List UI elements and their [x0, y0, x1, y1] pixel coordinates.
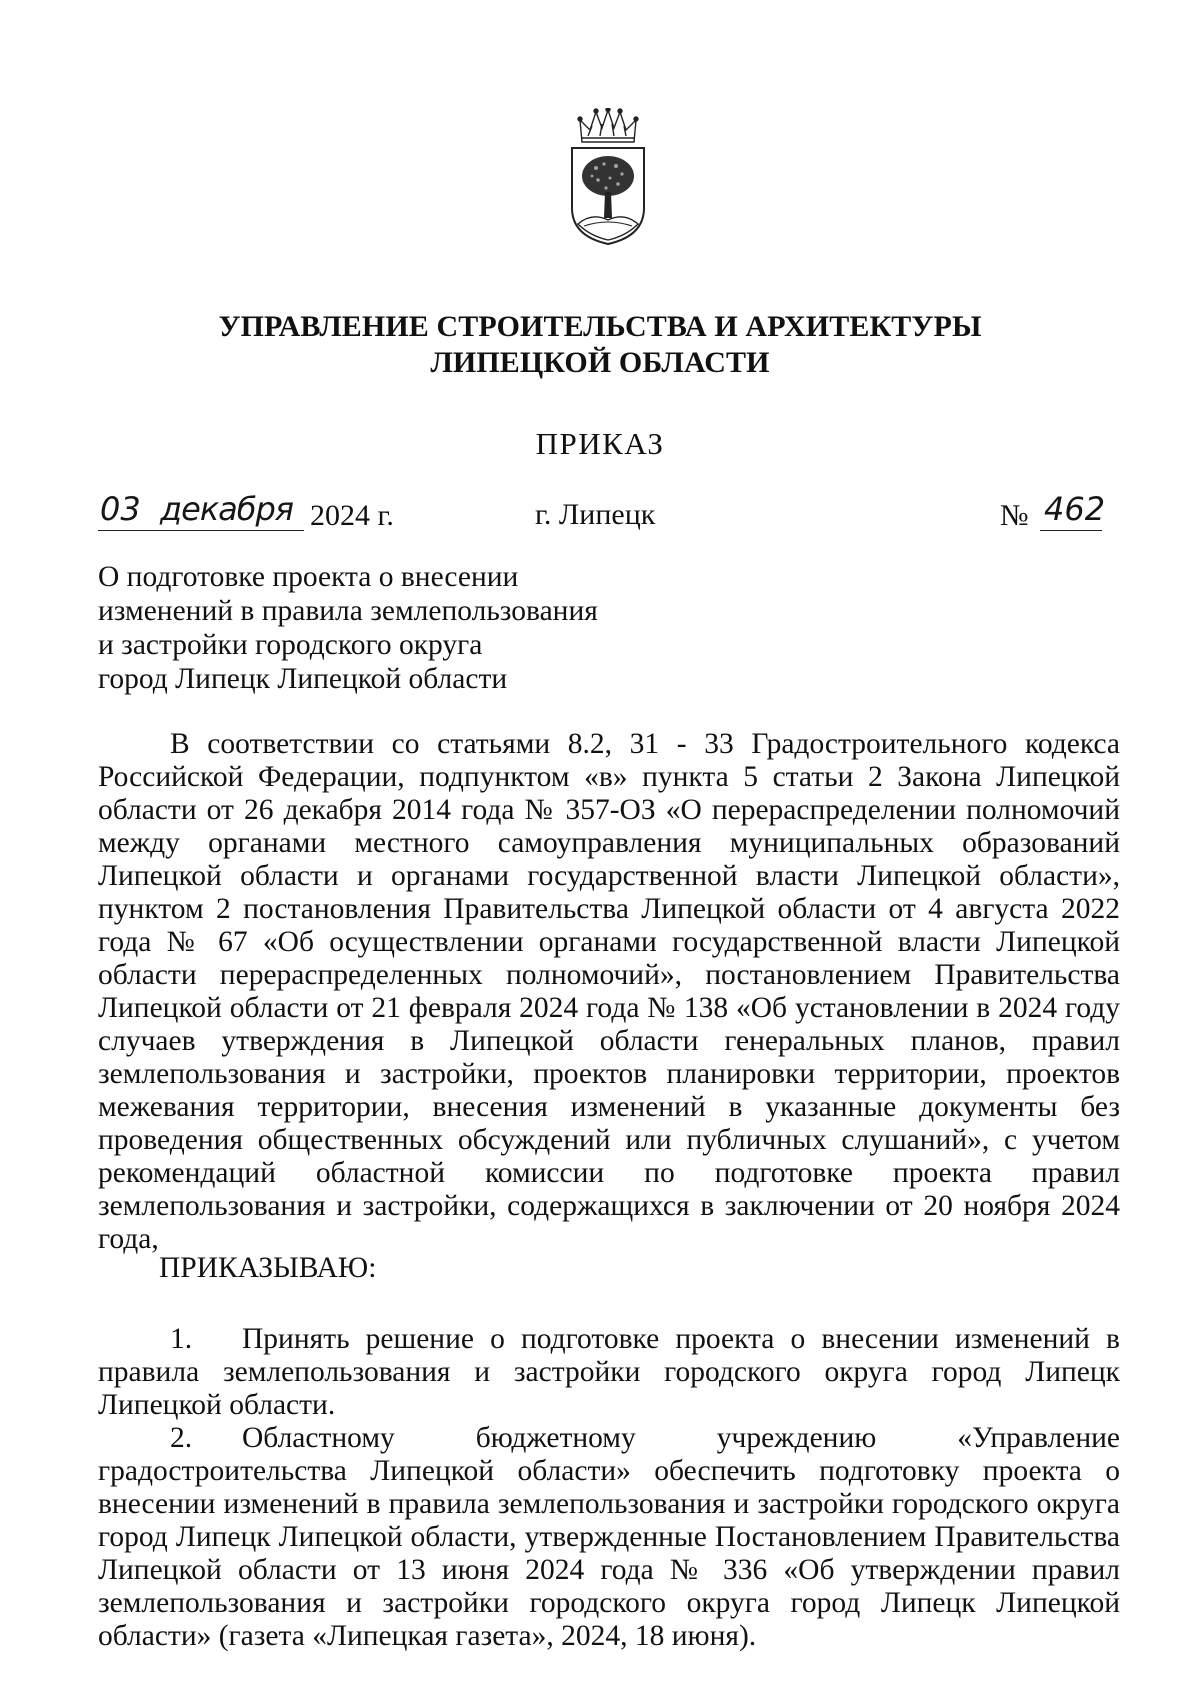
item-number: 2. — [170, 1422, 193, 1454]
date-year: 2024 г. — [310, 499, 394, 532]
document-subject — [98, 560, 658, 696]
coat-of-arms-icon — [568, 108, 648, 246]
document-date — [98, 490, 428, 534]
document-number — [1000, 490, 1120, 534]
date-day: 03 — [100, 490, 141, 528]
date-month: декабря — [160, 490, 294, 528]
organization-name — [0, 309, 1200, 381]
order-word: ПРИКАЗЫВАЮ: — [159, 1252, 377, 1284]
subject-line: О подготовке проекта о внесении — [98, 561, 519, 593]
preamble-paragraph: В соответствии со статьями 8.2, 31 - 33 Градостроительного кодекса Российской Федерации, подпунктом «в» пункта 5 статьи 2 Закона Липецкой области от 26 декабря 2014 года № 357-ОЗ «О перераспределении полномочий между органами местного самоуправления муниципальных образований Липецкой области и органами государственной власти Липецкой области», пунктом 2 постановления Правительства Липецкой области от 4 августа 2022 года № 67 «Об осуществлении органами государственной власти Липецкой области перераспределенных полномочий», постановлением Правительства Липецкой области от 21 февраля 2024 года № 138 «Об установлении в 2024 году случаев утверждения в Липецкой области генеральных планов, правил землепользования и застройки, проектов планировки территории, проектов межевания территории, внесения изменений в указанные документы без проведения общественных обсуждений или публичных слушаний», с учетом рекомендаций областной комиссии по подготовке проекта правил землепользования и застройки, содержащихся в заключении от 20 ноября 2024 года, — [98, 728, 1120, 1255]
org-line-1: УПРАВЛЕНИЕ СТРОИТЕЛЬСТВА И АРХИТЕКТУРЫ — [218, 310, 982, 343]
date-underline — [98, 530, 304, 531]
number-sign: № — [1000, 499, 1029, 532]
order-item — [98, 1323, 1120, 1422]
subject-line: изменений в правила землепользования — [98, 595, 598, 627]
number-value: 462 — [1044, 490, 1106, 528]
org-line-2: ЛИПЕЦКОЙ ОБЛАСТИ — [430, 346, 770, 379]
item-number: 1. — [170, 1323, 193, 1355]
number-underline — [1040, 530, 1102, 531]
order-items — [98, 1323, 1120, 1653]
order-item — [98, 1422, 1120, 1653]
item-text: Принять решение о подготовке проекта о внесении изменений в правила землепользования и застройки городского округа город Липецк Липецкой области. — [98, 1323, 1120, 1421]
document-type: ПРИКАЗ — [535, 426, 665, 461]
subject-line: город Липецк Липецкой области — [98, 663, 508, 695]
document-city: г. Липецк — [535, 498, 656, 531]
item-text: Областному бюджетному учреждению «Управление градостроительства Липецкой области» обеспечить подготовку проекта о внесении изменений в правила землепользования и застройки городского округа город Липецк Липецкой области, утвержденные Постановлением Правительства Липецкой области от 13 июня 2024 года № 336 «Об утверждении правил землепользования и застройки городского округа город Липецк Липецкой области» (газета «Липецкая газета», 2024, 18 июня). — [98, 1422, 1120, 1652]
subject-line: и застройки городского округа — [98, 629, 483, 661]
